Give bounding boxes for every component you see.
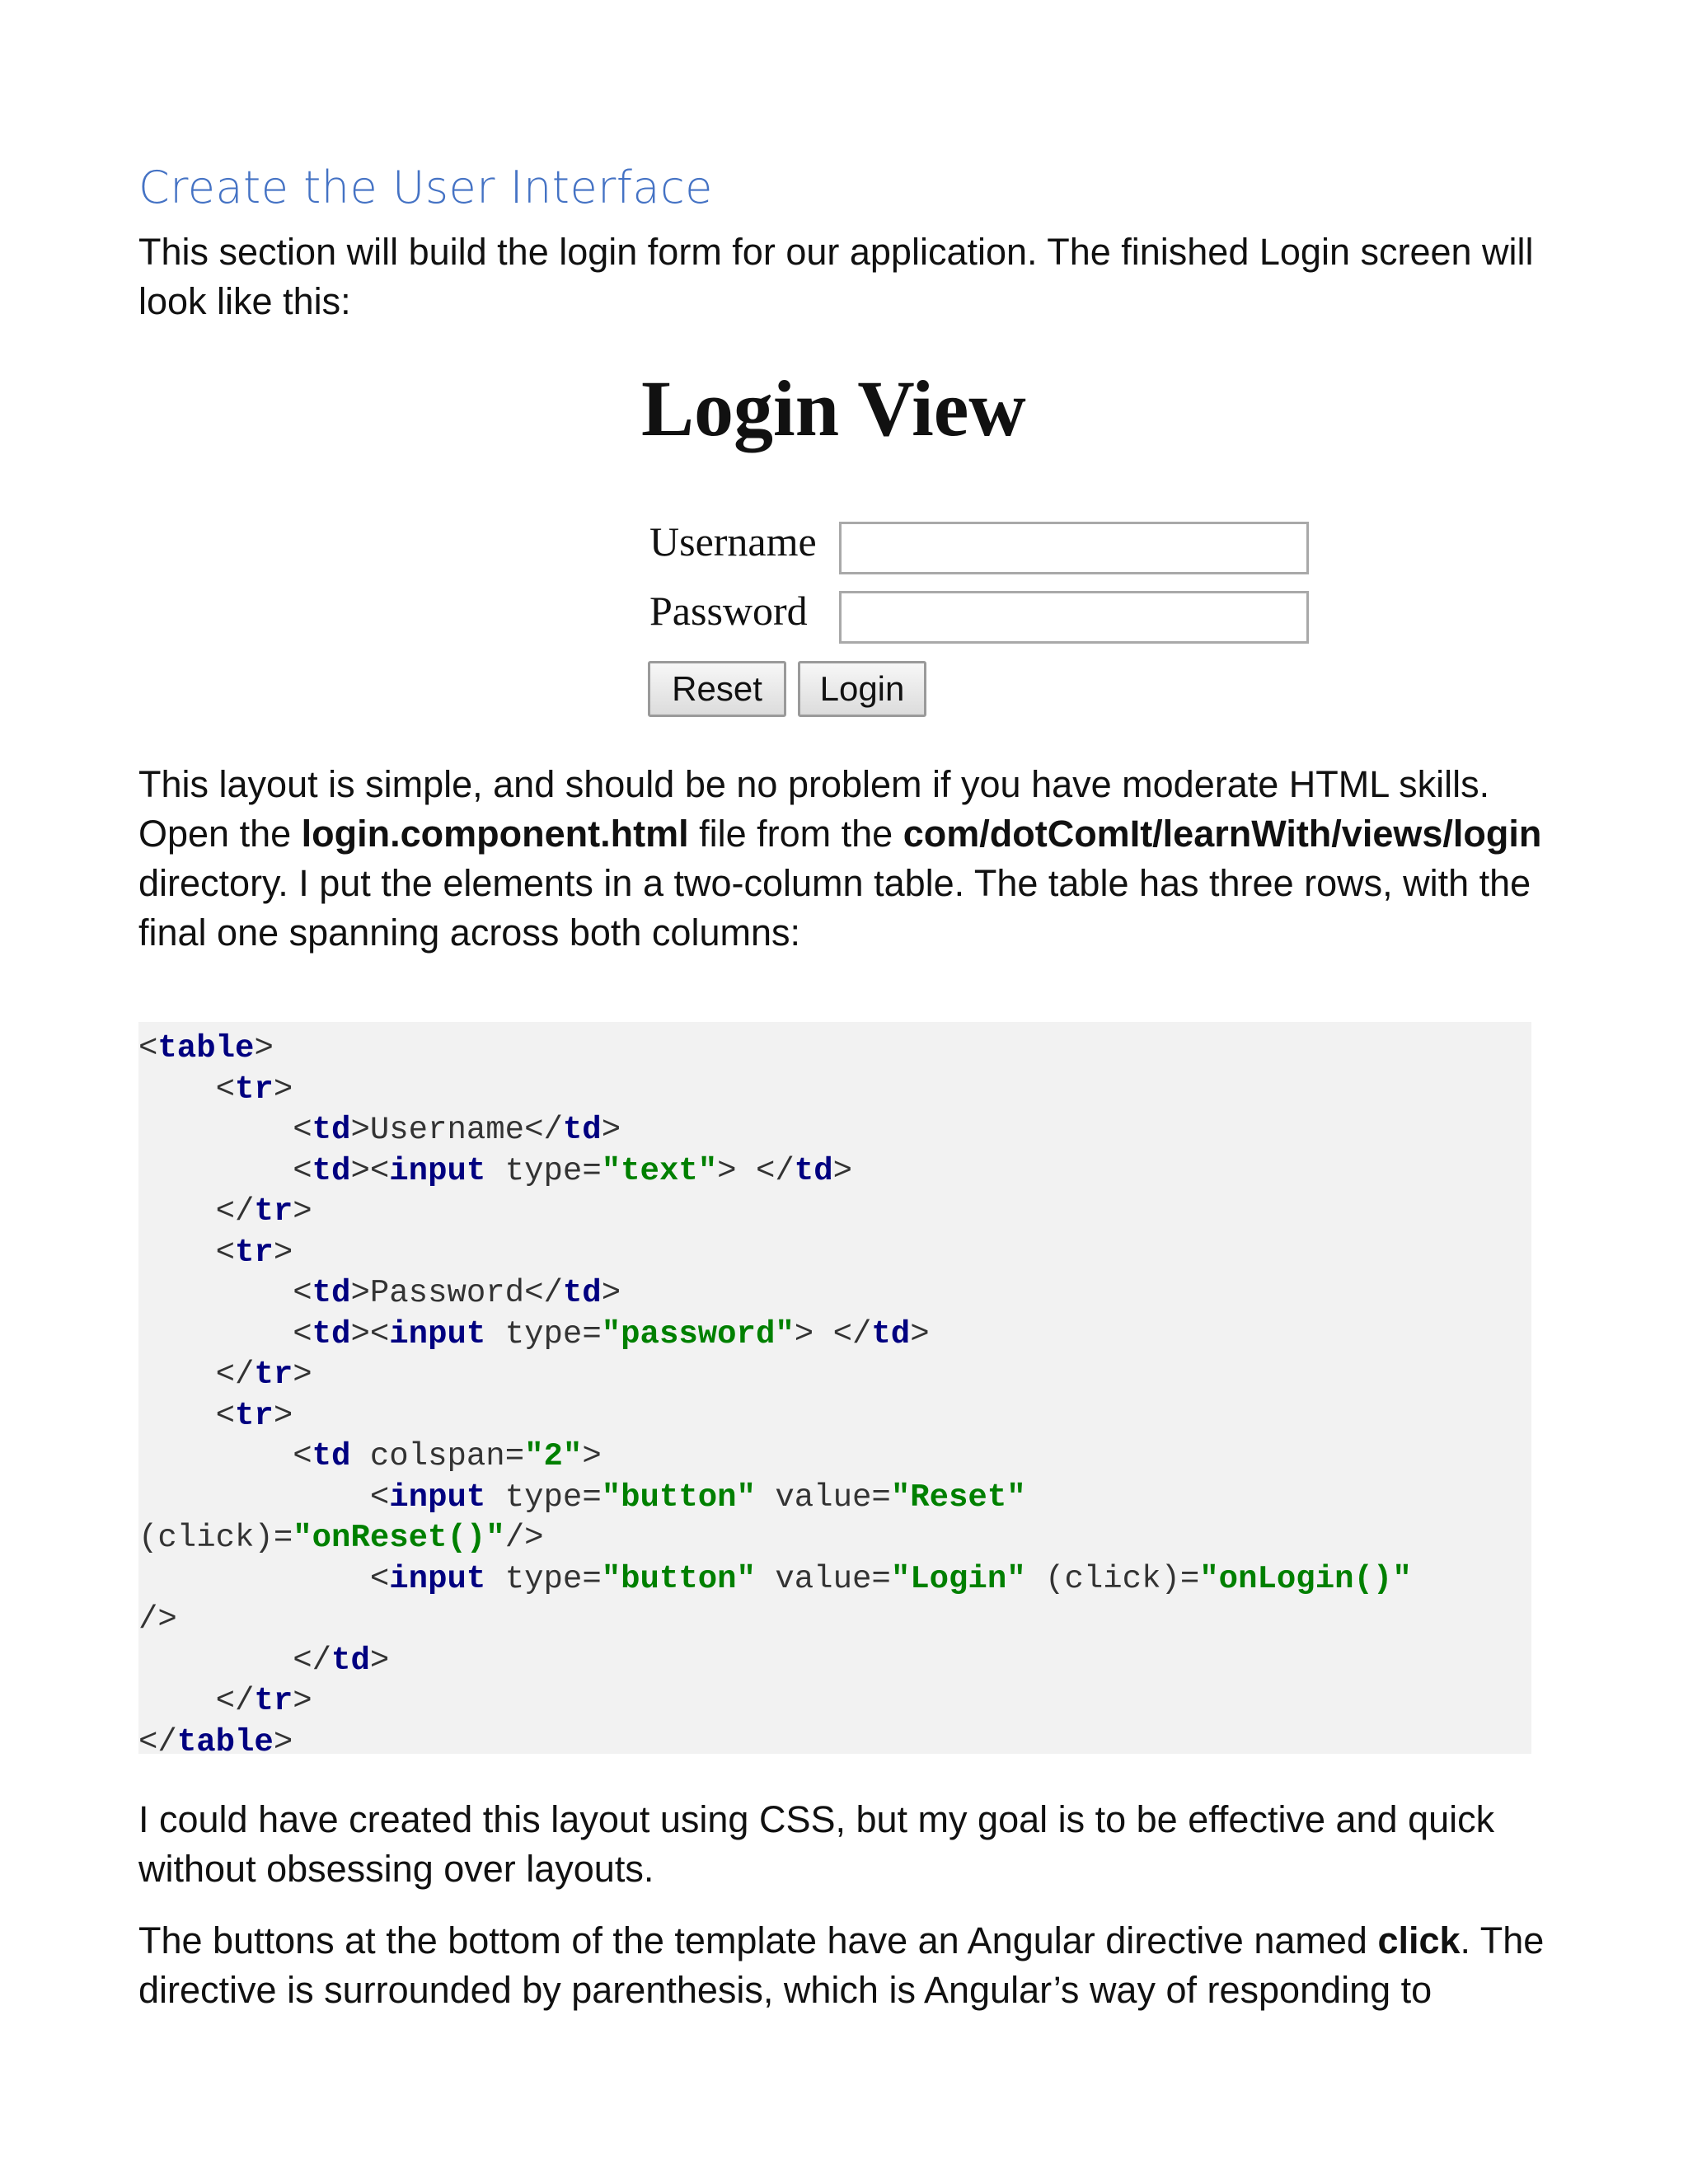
layout-text-3: directory. I put the elements in a two-column table. The table has three rows, with the final one spanning across both columns: (138, 862, 1531, 954)
password-label: Password (649, 588, 808, 634)
intro-paragraph: This section will build the login form for our application. The finished Login screen will look like this: (138, 231, 1534, 322)
code-token: td (312, 1275, 351, 1311)
code-token: table (157, 1030, 255, 1066)
directive-name: click (1377, 1919, 1461, 1961)
code-token: td (794, 1152, 833, 1189)
code-token: "onLogin()" (1199, 1560, 1412, 1597)
code-token: "text" (601, 1152, 718, 1189)
code-token: td (312, 1315, 351, 1352)
code-token: "Login" (890, 1560, 1026, 1597)
css-paragraph: I could have created this layout using CSS, but my goal is to be effective and quick without obsessing over layouts. (138, 1798, 1495, 1890)
code-token: td (312, 1112, 351, 1148)
directive-paragraph (138, 1916, 1550, 2015)
code-token: type (504, 1152, 583, 1189)
layout-paragraph (138, 760, 1550, 958)
file-name: login.component.html (301, 813, 689, 855)
code-token: value (775, 1560, 872, 1597)
reset-button: Reset (648, 661, 786, 717)
code-token: input (389, 1152, 486, 1189)
login-button: Login (798, 661, 926, 717)
layout-text-1: This layout is simple, and should be no problem if you have moderate HTML skills. Open the (138, 763, 1490, 855)
code-block (138, 1022, 1531, 1760)
code-token: Password (369, 1275, 525, 1311)
code-token: td (562, 1112, 602, 1148)
code-token: table (176, 1723, 274, 1760)
code-token: td (312, 1152, 351, 1189)
code-token: colspan (369, 1438, 505, 1474)
code-token: td (871, 1315, 911, 1352)
code-token: (click) (1045, 1560, 1180, 1597)
code-token: tr (254, 1683, 293, 1719)
code-token: tr (235, 1071, 274, 1108)
username-label: Username (649, 518, 817, 565)
code-token: "onReset()" (293, 1520, 505, 1556)
directory-path: com/dotComIt/learnWith/views/login (903, 813, 1542, 855)
code-token: input (389, 1315, 486, 1352)
code-token: "password" (601, 1315, 795, 1352)
code-token: "Reset" (890, 1479, 1026, 1516)
code-token: type (504, 1560, 583, 1597)
directive-text-1: The buttons at the bottom of the template have an Angular directive named (138, 1919, 1378, 1961)
section-heading: Create the User Interface (138, 162, 713, 213)
code-token: type (504, 1479, 583, 1516)
password-field (839, 591, 1309, 644)
code-token: input (389, 1560, 486, 1597)
code-token: td (312, 1438, 351, 1474)
code-token: value (775, 1479, 872, 1516)
login-view-screenshot (501, 346, 1342, 733)
login-view-title: Login View (641, 364, 1026, 452)
code-token: td (331, 1642, 370, 1679)
code-token: "button" (601, 1479, 756, 1516)
code-token: td (562, 1275, 602, 1311)
code-token: Username (369, 1112, 525, 1148)
code-token: "button" (601, 1560, 756, 1597)
code-token: tr (235, 1397, 274, 1434)
code-token: type (504, 1315, 583, 1352)
code-token: tr (254, 1357, 293, 1393)
code-token: "2" (524, 1438, 583, 1474)
code-token: tr (254, 1193, 293, 1230)
layout-text-2: file from the (688, 813, 903, 855)
code-token: (click) (138, 1520, 274, 1556)
code-token: tr (235, 1234, 274, 1271)
code-token: input (389, 1479, 486, 1516)
directive-text-2: . The directive is surrounded by parenthesis, which is Angular’s way of responding to (138, 1919, 1545, 2011)
username-field (839, 522, 1309, 574)
code-listing: <table> <tr> <td>Username</td> <td><input type="text"> </td> </tr> <tr> <td>Password</td> <td><input type="password"> </td> </tr> <tr> <td colspan="2"> <input type="button" value="Reset" (click)="onReset()"/> <input type="button" value="Login" (click)="onLogin()" /> </td> </tr> </table> (138, 1030, 1412, 1760)
